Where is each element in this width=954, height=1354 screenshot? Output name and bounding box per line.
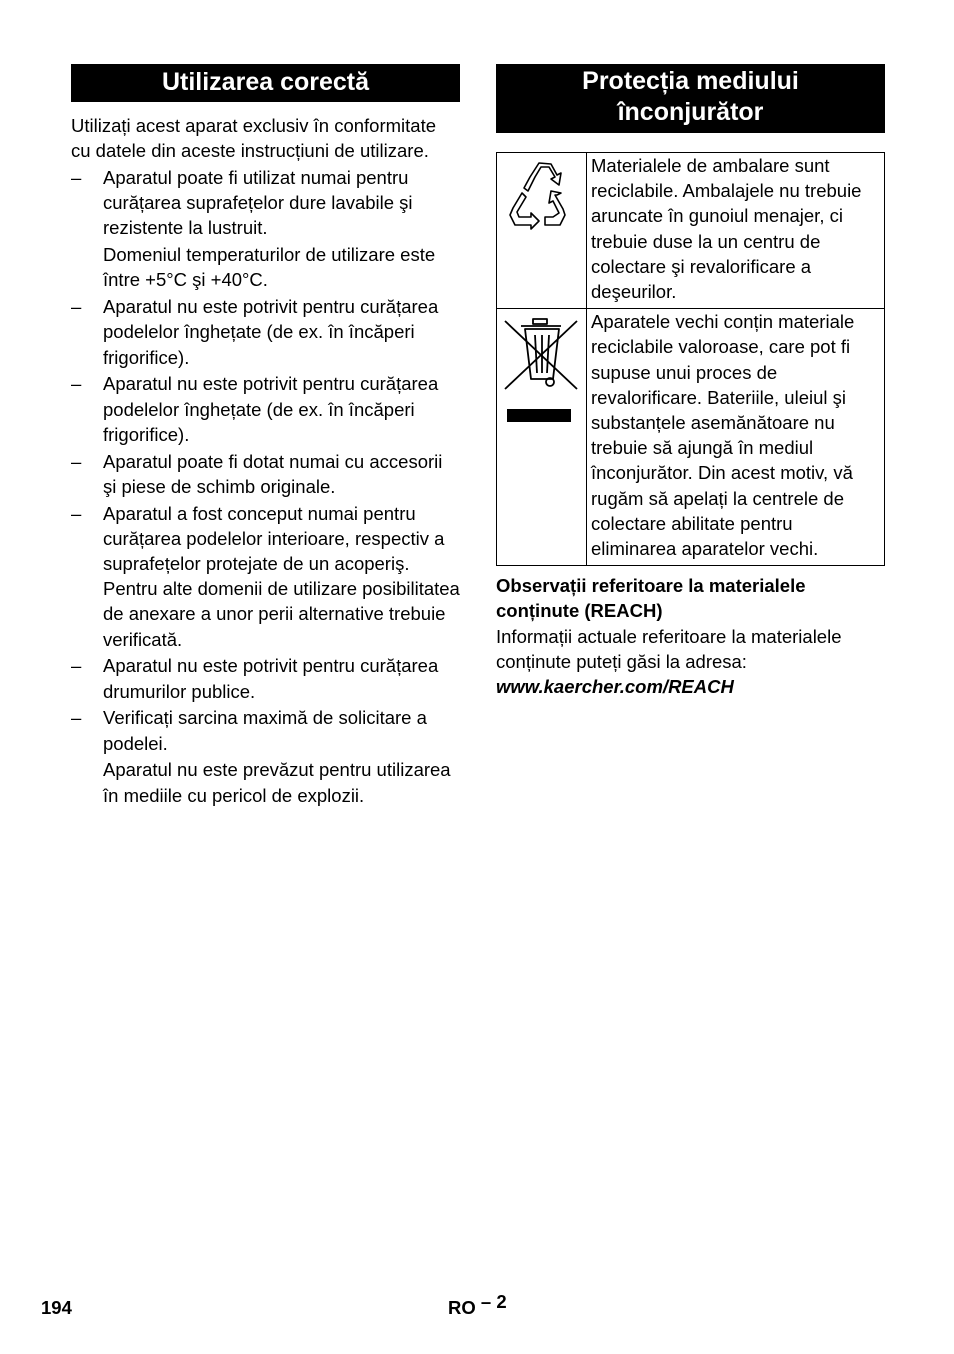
list-item-note: Domeniul temperaturilor de utilizare este între +5°C şi +40°C. [103,244,436,291]
list-item [71,705,460,807]
section-title-line: înconjurător [617,98,764,126]
reach-link[interactable]: www.kaercher.com/REACH [496,676,734,698]
list-item-text: Aparatul nu este potrivit pentru curățarea drumurilor publice. [103,655,439,702]
list-item [71,371,460,447]
list-item-text: Aparatul nu este potrivit pentru curățarea podelelor înghețate (de ex. în încăperi frigorifice). [103,296,439,368]
table-row [497,153,885,309]
left-column [71,64,460,808]
reach-text: Informații actuale referitoare la materialele conținute puteți găsi la adresa: [496,625,842,672]
section-number: – 2 [480,1291,507,1312]
recycle-icon [497,153,586,239]
list-item-text: Verificați sarcina maximă de solicitare a podelei. [103,707,427,754]
recycling-text: Materialele de ambalare sunt reciclabile. Ambalajele nu trebuie aruncate în gunoiul menajer, ci trebuie duse la un centru de colectare şi revalorificare a deşeurilor. [587,153,885,309]
usage-list [71,165,460,808]
page-number: 194 [41,1297,72,1318]
crossed-out-bin-icon [497,309,586,429]
section-title-environment [496,64,885,133]
reach-heading: Observații referitoare la materialele conținute (REACH) [496,575,806,622]
list-item-text: Aparatul a fost conceput numai pentru curățarea podelelor interioare, respectiv a suprafețelor protejate de un acoperiş. Pentru alte domenii de utilizare posibilitatea de anexare a unor perii alternative trebuie verificată. [103,502,460,650]
section-title-line: Protecția mediului [582,67,799,95]
dash-marker: – [71,502,82,524]
table-row [497,309,885,566]
dash-marker: – [71,167,82,188]
list-item-text: Aparatul nu este potrivit pentru curățarea podelelor înghețate (de ex. în încăperi frigorifice). [103,373,439,445]
dash-marker: – [71,450,82,472]
dash-marker: – [71,707,82,729]
dash-marker: – [71,373,82,395]
list-item-text: Aparatul poate fi dotat numai cu accesorii şi piese de schimb originale. [103,450,443,497]
old-appliances-text: Aparatele vechi conțin materiale reciclabile valoroase, care pot fi supuse unui proces de revalorificare. Bateriile, uleiul şi substanțele asemănătoare nu trebuie să ajungă în mediul înconjurător. Din acest motiv, vă rugăm să apelați la centrele de colectare abilitate pentru eliminarea aparatelor vechi. [587,309,885,566]
list-item [71,653,460,703]
environment-table [496,152,885,566]
list-item [71,501,460,652]
list-item [71,449,460,499]
icon-cell [497,153,587,309]
section-title-intended-use: Utilizarea corectă [71,64,460,102]
list-item [71,165,460,293]
language-code: RO [448,1297,476,1318]
list-item [71,294,460,370]
dash-marker: – [71,655,82,677]
footer-section [448,1291,507,1319]
icon-cell [497,309,587,566]
dash-marker: – [71,296,82,318]
intro-paragraph: Utilizați acest aparat exclusiv în conformitate cu datele din aceste instrucțiuni de utilizare. [71,115,437,162]
list-item-note: Aparatul nu este prevăzut pentru utilizarea în mediile cu pericol de explozii. [103,759,451,806]
right-column [496,64,885,699]
list-item-text: Aparatul poate fi utilizat numai pentru curățarea suprafețelor dure lavabile şi rezistente la lustruit. [103,167,413,239]
